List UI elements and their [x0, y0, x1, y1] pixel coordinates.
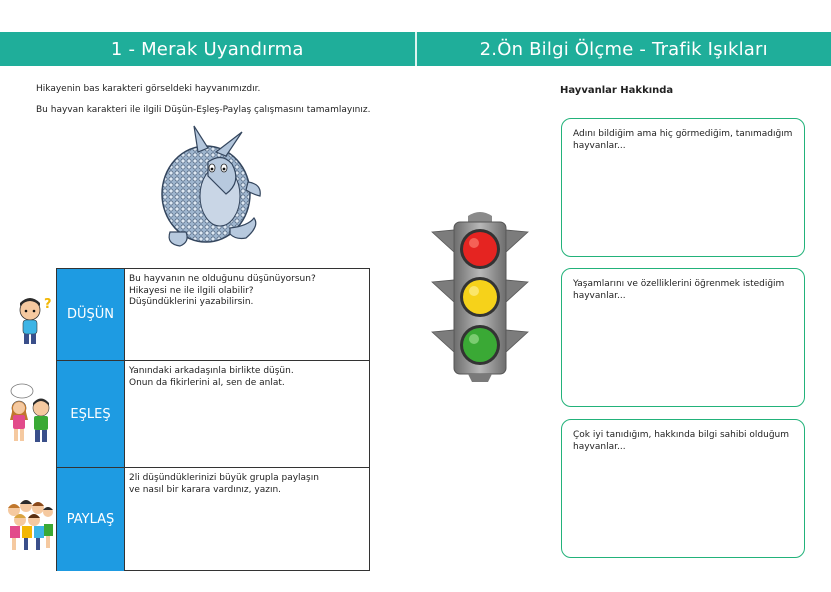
- think-line-1: Bu hayvanın ne olduğunu düşünüyorsun?: [129, 274, 316, 284]
- table-row-share: [57, 468, 370, 571]
- traffic-light-icon: [428, 208, 532, 384]
- header-bar: [0, 32, 831, 66]
- row-label-share: PAYLAŞ: [57, 468, 125, 571]
- row-text-think: [129, 274, 366, 309]
- pair-line-2: Onun da fikirlerini al, sen de anlat.: [129, 377, 285, 388]
- share-line-2: ve nasıl bir karara vardınız, yazın.: [129, 484, 282, 495]
- row-label-think: DÜŞÜN: [57, 269, 125, 360]
- row-text-share: [129, 473, 366, 496]
- think-line-2: Hikayesi ne ile ilgili olabilir?: [129, 285, 254, 296]
- right-section-title: 2.Ön Bilgi Ölçme - Trafik Işıkları: [479, 38, 768, 60]
- think-pair-share-table: [56, 268, 370, 571]
- row-text-pair: [129, 366, 366, 389]
- animals-section-title: Hayvanlar Hakkında: [560, 85, 674, 96]
- armadillo-illustration: [150, 122, 268, 254]
- share-line-1: 2li düşündüklerinizi büyük grupla paylaşın: [129, 473, 319, 483]
- row-label-pair: EŞLEŞ: [57, 361, 125, 467]
- know-box-well-known[interactable]: [561, 419, 805, 558]
- header-divider: [415, 32, 417, 66]
- know-box-heard[interactable]: [561, 118, 805, 257]
- intro-line-1: Hikayenin bas karakteri görseldeki hayvanımızdır.: [36, 84, 261, 94]
- know-box-want-to-learn-text: Yaşamlarını ve özelliklerini öğrenmek istediğim hayvanlar...: [573, 279, 785, 301]
- know-box-well-known-text: Çok iyi tanıdığım, hakkında bilgi sahibi olduğum hayvanlar...: [573, 430, 790, 452]
- group-kids-icon: [4, 496, 56, 552]
- know-box-heard-text: Adını bildiğim ama hiç görmediğim, tanımadığım hayvanlar...: [573, 129, 793, 151]
- table-row-think: [57, 269, 370, 361]
- pair-line-1: Yanındaki arkadaşınla birlikte düşün.: [129, 366, 294, 376]
- intro-line-2: Bu hayvan karakteri ile ilgili Düşün-Eşleş-Paylaş çalışmasını tamamlayınız.: [36, 105, 371, 115]
- left-section-title: 1 - Merak Uyandırma: [110, 38, 304, 60]
- think-line-3: Düşündüklerini yazabilirsin.: [129, 297, 254, 307]
- table-row-pair: [57, 361, 370, 468]
- svg-text:?: ?: [44, 297, 52, 312]
- know-box-want-to-learn[interactable]: [561, 268, 805, 407]
- pair-kids-icon: [6, 382, 56, 448]
- thinking-kid-icon: [14, 294, 54, 348]
